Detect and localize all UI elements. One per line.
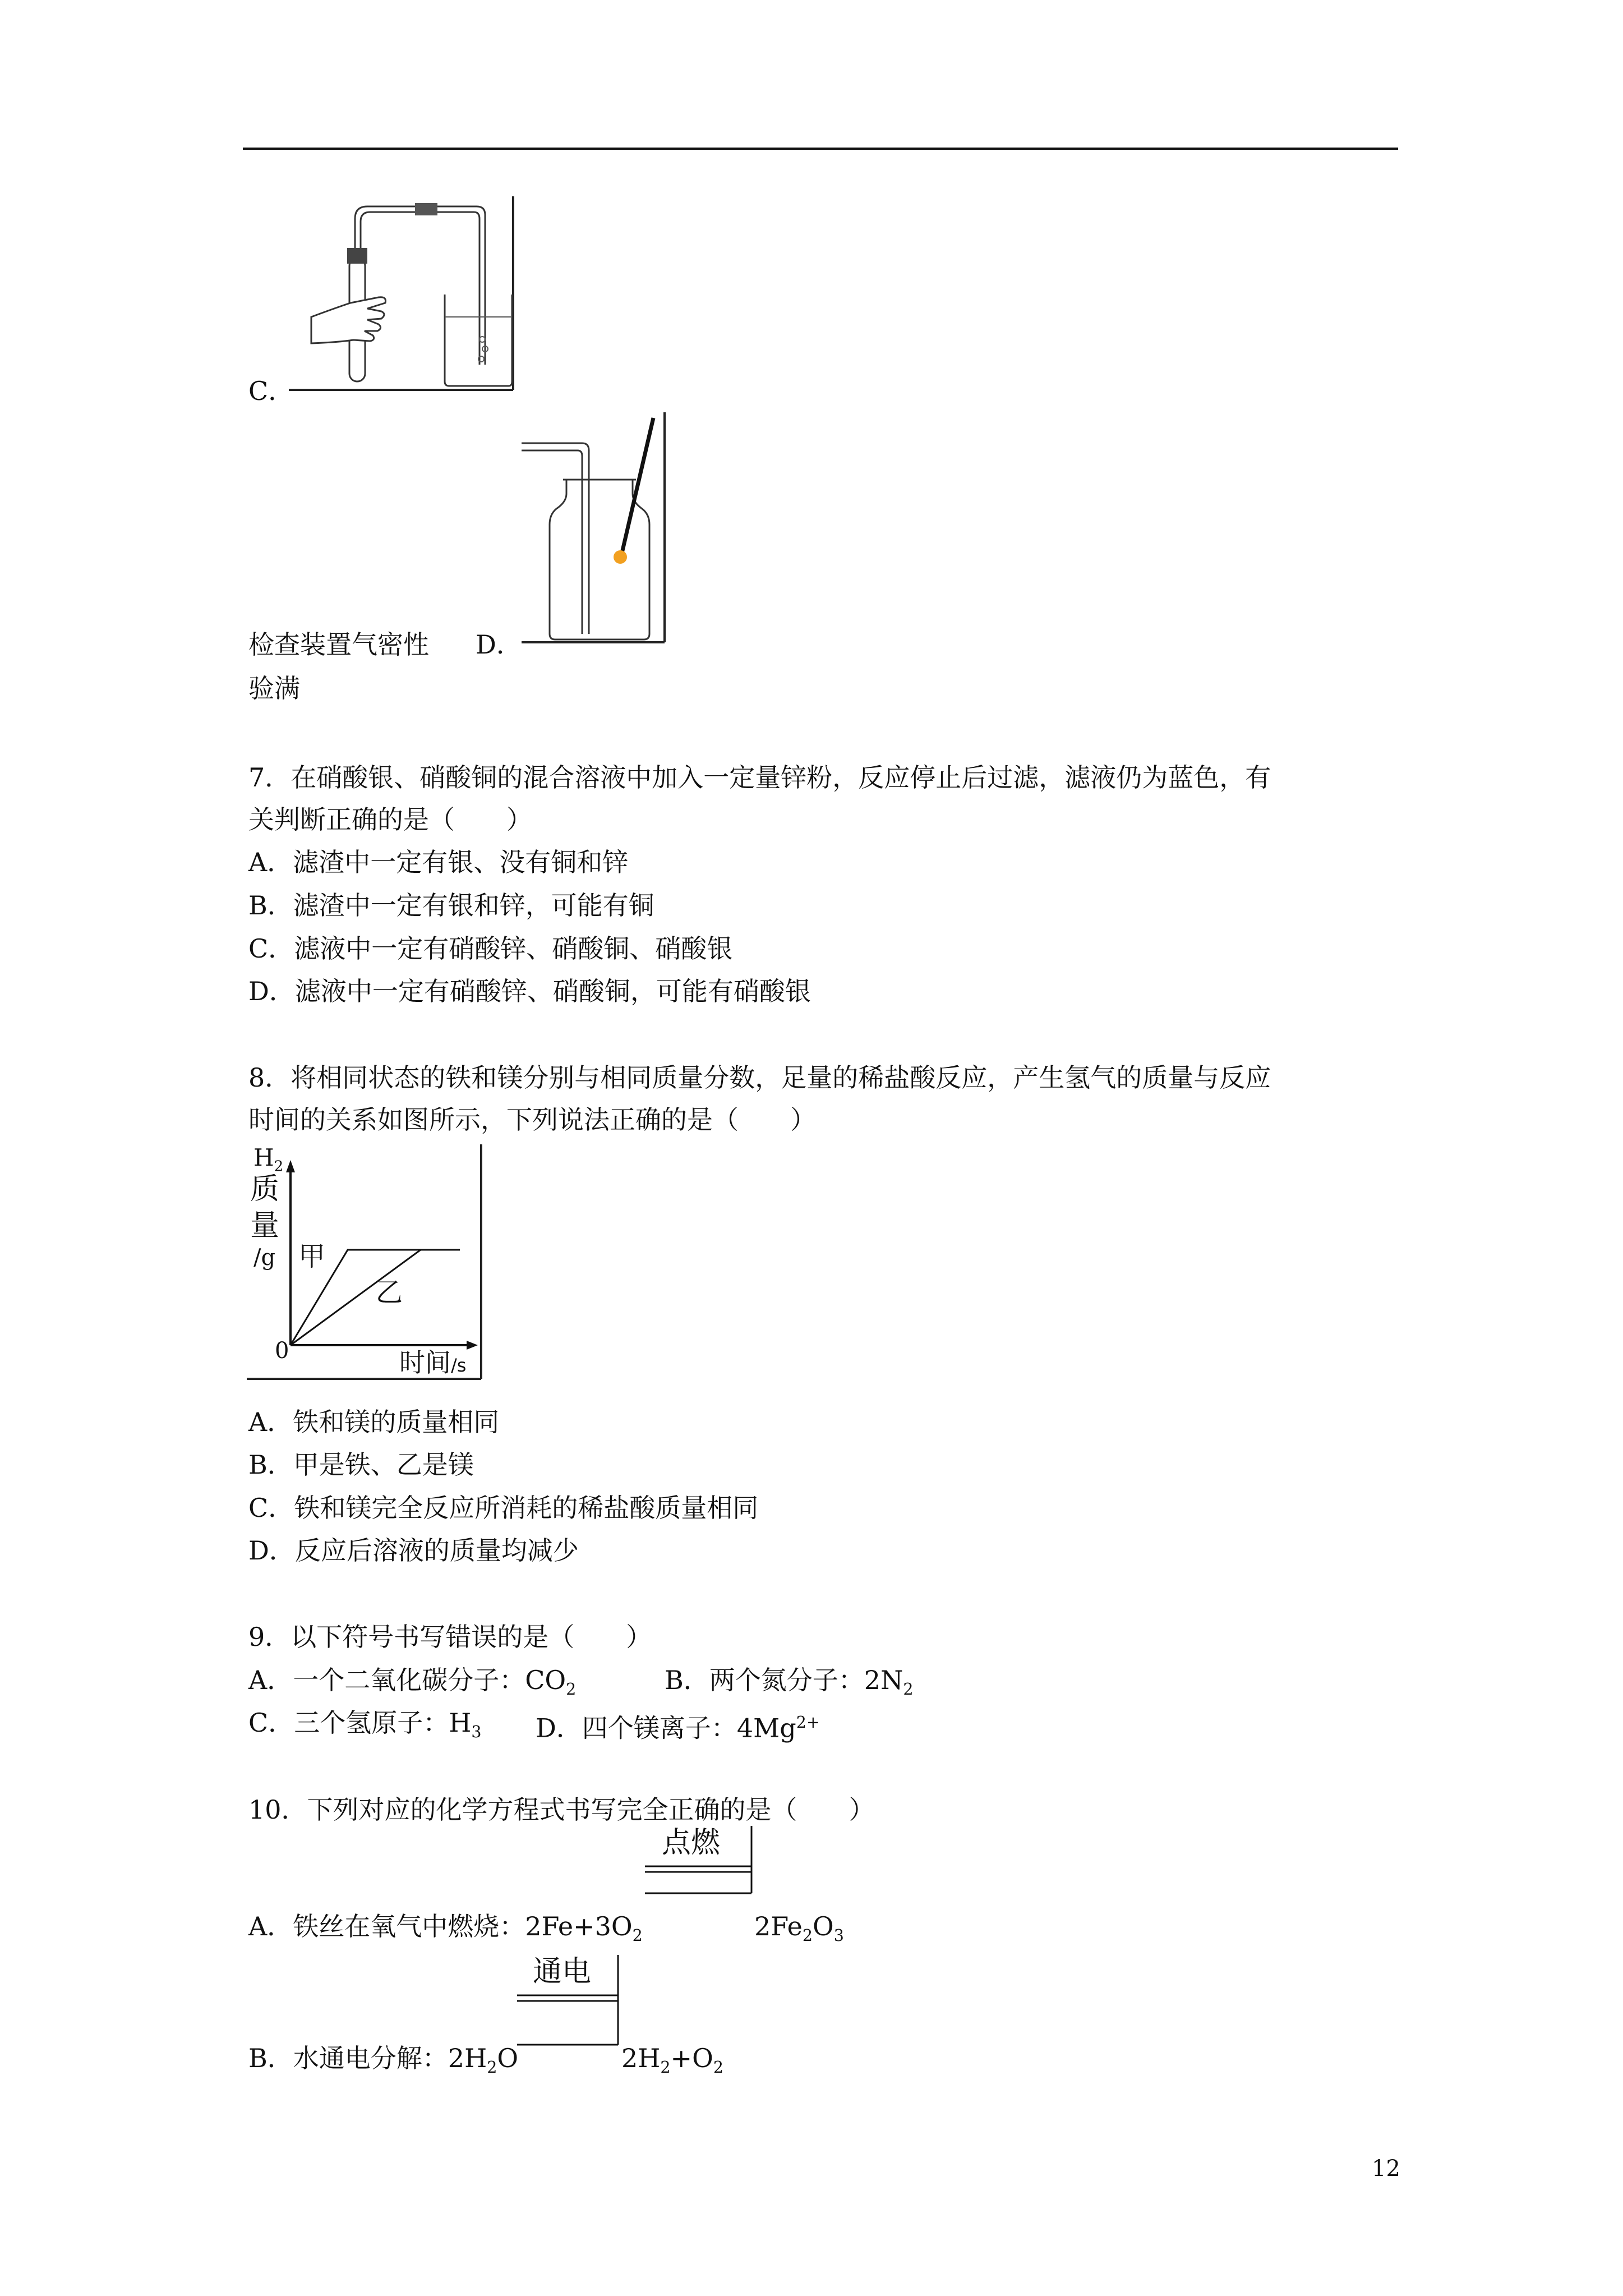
q8-option-d: D．反应后溶液的质量均减少 (248, 1535, 579, 1566)
q9-option-c: C．三个氢原子：$H_3$ (248, 1708, 482, 1742)
q7-option-a: A．滤渣中一定有银、没有铜和锌 (248, 847, 629, 877)
q10-a-product: $2Fe_2O_3$ (754, 1911, 844, 1945)
q9-stem: 9．以下符号书写错误的是（ ） (248, 1622, 652, 1652)
q10-a-condition: 点燃 (662, 1826, 721, 1860)
q10-b-condition-bar (517, 1955, 629, 2050)
q8-option-c: C．铁和镁完全反应所消耗的稀盐酸质量相同 (248, 1493, 759, 1523)
gas-bottle-figure (522, 412, 673, 648)
option-c-label: C． (248, 376, 294, 406)
y-axis-label-h2: $H_2$ (253, 1144, 284, 1175)
q9-option-d: D．四个镁离子：$4Mg^{2+}$ (536, 1713, 820, 1743)
q10-b-product: $2H_2+O_2$ (621, 2043, 723, 2077)
q9-option-a: A．一个二氧化碳分子：$CO_2$ (248, 1665, 577, 1699)
series-jia-label: 甲 (298, 1241, 326, 1272)
q8-stem-line1: 8．将相同状态的铁和镁分别与相同质量分数，足量的稀盐酸反应，产生氢气的质量与反应 (248, 1062, 1271, 1093)
q10-a-condition-bar (645, 1826, 757, 1899)
hydrogen-mass-time-chart (247, 1144, 482, 1380)
y-axis-label-liang: 量 (250, 1209, 280, 1243)
option-c-caption: 检查装置气密性 (248, 629, 429, 660)
page-number: 12 (1372, 2156, 1400, 2182)
header-rule (243, 148, 1398, 150)
q10-option-a: A．铁丝在氧气中燃烧：$2Fe+3O_2$ (248, 1911, 643, 1945)
q7-stem-line2: 关判断正确的是（ ） (248, 804, 532, 835)
q8-option-a: A．铁和镁的质量相同 (248, 1407, 500, 1437)
q8-stem-line2: 时间的关系如图所示，下列说法正确的是（ ） (248, 1105, 816, 1135)
q7-option-d: D．滤液中一定有硝酸锌、硝酸铜，可能有硝酸银 (248, 976, 811, 1006)
q10-b-condition: 通电 (533, 1955, 592, 1989)
q9-option-b: B．两个氮分子：$2N_2$ (665, 1665, 914, 1699)
airtightness-apparatus-figure (289, 196, 519, 393)
q7-option-c: C．滤液中一定有硝酸锌、硝酸铜、硝酸银 (248, 933, 733, 964)
series-yi-label: 乙 (376, 1277, 403, 1308)
q8-option-b: B．甲是铁、乙是镁 (248, 1450, 474, 1480)
origin-label: 0 (275, 1338, 289, 1364)
y-axis-label-zhi: 质 (250, 1172, 280, 1206)
q7-stem-line1: 7．在硝酸银、硝酸铜的混合溶液中加入一定量锌粉，反应停止后过滤，滤液仍为蓝色，有 (248, 762, 1271, 793)
q10-option-b: B．水通电分解：$2H_2O$ (248, 2043, 519, 2077)
option-d-caption: 验满 (248, 673, 300, 703)
q7-option-b: B．滤渣中一定有银和锌，可能有铜 (248, 890, 654, 921)
q10-stem: 10．下列对应的化学方程式书写完全正确的是（ ） (248, 1795, 875, 1825)
option-d-label: D． (476, 629, 522, 660)
y-axis-label-unit: /g (253, 1245, 276, 1271)
x-axis-label: 时间/s (399, 1347, 467, 1378)
